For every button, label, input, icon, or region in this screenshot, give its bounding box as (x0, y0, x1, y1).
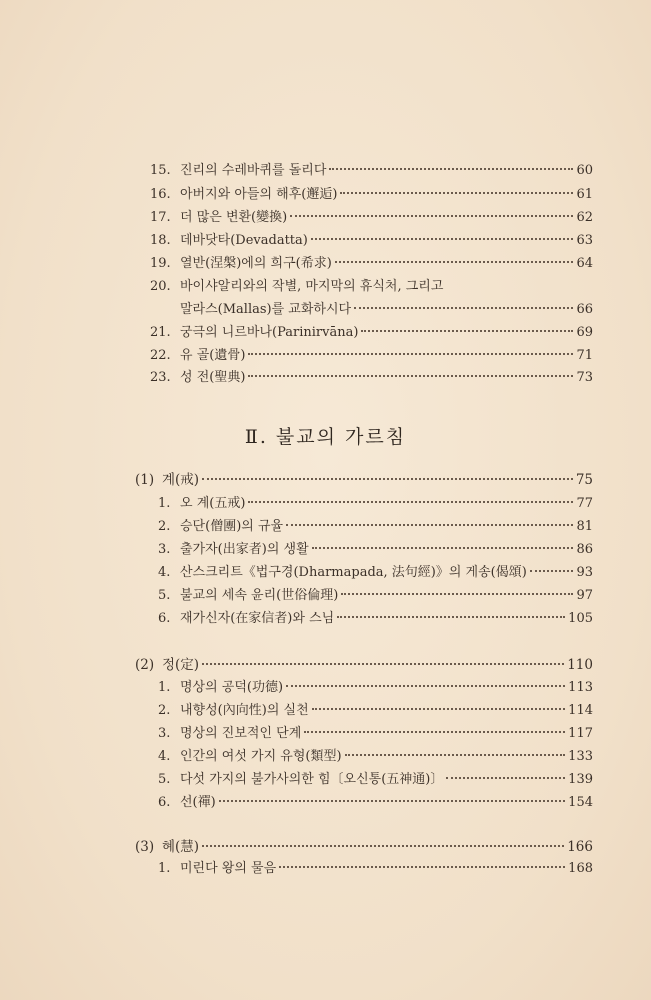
entry-number: 2. (158, 519, 171, 534)
section-number: (3) (135, 839, 155, 855)
entry-page: 60 (576, 163, 593, 178)
section-page: 110 (567, 657, 593, 673)
toc-entry-continuation[interactable] (180, 302, 593, 318)
entry-page: 133 (568, 749, 593, 764)
entry-title-continued: 말라스(Mallas)를 교화하시다 (180, 302, 352, 317)
dot-leader (304, 731, 565, 733)
entry-title: 오 계(五戒) (180, 496, 246, 511)
entry-page: 113 (568, 680, 593, 695)
entry-title: 불교의 세속 윤리(世俗倫理) (180, 588, 339, 603)
dot-leader (248, 375, 573, 377)
entry-title: 더 많은 변환(變換) (180, 210, 288, 225)
toc-entry[interactable] (158, 772, 593, 788)
entry-page: 63 (576, 233, 593, 248)
toc-entry[interactable] (150, 348, 593, 364)
toc-entry[interactable] (150, 279, 593, 295)
entry-title: 내향성(內向性)의 실천 (180, 703, 309, 718)
toc-entry[interactable] (158, 519, 593, 535)
toc-entry[interactable] (158, 680, 593, 696)
toc-section[interactable] (135, 657, 593, 673)
toc-entry[interactable] (158, 496, 593, 512)
dot-leader (311, 238, 574, 240)
toc-entry[interactable] (158, 726, 593, 742)
toc-entry[interactable] (158, 861, 593, 877)
entry-title: 다섯 가지의 불가사의한 힘〔오신통(五神通)〕 (180, 772, 444, 787)
entry-page: 93 (576, 565, 593, 580)
entry-title: 궁극의 니르바나(Parinirvāna) (180, 325, 359, 340)
entry-title: 승단(僧團)의 규율 (180, 519, 284, 534)
entry-title: 유 골(遺骨) (180, 348, 246, 363)
dot-leader (202, 845, 564, 847)
entry-number: 3. (158, 542, 171, 557)
entry-number: 5. (158, 588, 171, 603)
entry-page: 154 (568, 795, 593, 810)
entry-title: 선(禪) (180, 795, 216, 810)
dot-leader (337, 616, 565, 618)
section-page: 75 (575, 472, 593, 488)
dot-leader (286, 524, 573, 526)
entry-number: 18. (150, 233, 171, 248)
entry-number: 4. (158, 749, 171, 764)
entry-number: 17. (150, 210, 171, 225)
dot-leader (290, 215, 573, 217)
entry-title: 명상의 진보적인 단계 (180, 726, 302, 741)
entry-page: 64 (576, 256, 593, 271)
dot-leader (286, 685, 565, 687)
dot-leader (248, 353, 573, 355)
part-heading: Ⅱ. 불교의 가르침 (244, 426, 407, 448)
entry-number: 16. (150, 187, 171, 202)
toc-entry[interactable] (158, 542, 593, 558)
toc-entry[interactable] (158, 795, 593, 811)
dot-leader (248, 501, 573, 503)
entry-title: 인간의 여섯 가지 유형(類型) (180, 749, 342, 764)
entry-title: 명상의 공덕(功德) (180, 680, 284, 695)
entry-number: 20. (150, 279, 171, 294)
entry-number: 1. (158, 861, 171, 876)
entry-page: 86 (576, 542, 593, 557)
toc-entry[interactable] (158, 611, 593, 627)
dot-leader (341, 593, 573, 595)
entry-page: 71 (576, 348, 593, 363)
entry-page: 62 (576, 210, 593, 225)
entry-number: 1. (158, 680, 171, 695)
toc-entry[interactable] (150, 187, 593, 203)
entry-number: 5. (158, 772, 171, 787)
dot-leader (329, 168, 573, 170)
entry-number: 1. (158, 496, 171, 511)
entry-number: 21. (150, 325, 171, 340)
dot-leader (202, 478, 573, 480)
entry-number: 3. (158, 726, 171, 741)
dot-leader (340, 192, 573, 194)
entry-page: 69 (576, 325, 593, 340)
section-number: (1) (135, 472, 155, 488)
dot-leader (219, 800, 565, 802)
entry-title: 진리의 수레바퀴를 돌리다 (180, 163, 327, 178)
section-title: 계(戒) (162, 472, 200, 488)
entry-title: 아버지와 아들의 해후(邂逅) (180, 187, 338, 202)
entry-title: 미린다 왕의 물음 (180, 861, 277, 876)
section-page: 166 (567, 839, 593, 855)
section-number: (2) (135, 657, 155, 673)
dot-leader (361, 330, 573, 332)
dot-leader (202, 663, 564, 665)
entry-page: 114 (568, 703, 593, 718)
entry-page: 66 (576, 302, 593, 317)
entry-title: 재가신자(在家信者)와 스님 (180, 611, 335, 626)
dot-leader (345, 754, 566, 756)
entry-page: 61 (576, 187, 593, 202)
dot-leader (335, 261, 574, 263)
entry-number: 4. (158, 565, 171, 580)
entry-page: 168 (568, 861, 593, 876)
toc-section[interactable] (135, 472, 593, 488)
dot-leader (446, 777, 565, 779)
entry-page: 81 (576, 519, 593, 534)
entry-page: 139 (568, 772, 593, 787)
entry-number: 23. (150, 370, 171, 385)
entry-number: 15. (150, 163, 171, 178)
dot-leader (279, 866, 565, 868)
toc-entry[interactable] (150, 233, 593, 249)
toc-entry[interactable] (150, 256, 593, 272)
toc-entry[interactable] (150, 210, 593, 226)
entry-number: 22. (150, 348, 171, 363)
entry-page: 97 (576, 588, 593, 603)
entry-number: 19. (150, 256, 171, 271)
toc-entry[interactable] (158, 749, 593, 765)
toc-section[interactable] (135, 839, 593, 855)
entry-title: 출가자(出家者)의 생활 (180, 542, 309, 557)
entry-title: 바이샤알리와의 작별, 마지막의 휴식처, 그리고 (180, 279, 444, 294)
section-title: 혜(慧) (162, 839, 200, 855)
toc-entry[interactable] (158, 588, 593, 604)
entry-title: 열반(涅槃)에의 희구(希求) (180, 256, 332, 271)
entry-page: 105 (568, 611, 593, 626)
entry-page: 73 (576, 370, 593, 385)
toc-entry[interactable] (158, 703, 593, 719)
dot-leader (312, 708, 566, 710)
toc-entry[interactable] (150, 325, 593, 341)
entry-number: 6. (158, 795, 171, 810)
section-title: 정(定) (162, 657, 200, 673)
toc-entry[interactable] (150, 370, 593, 386)
dot-leader (530, 570, 574, 572)
entry-page: 77 (576, 496, 593, 511)
toc-entry[interactable] (158, 565, 593, 581)
entry-number: 6. (158, 611, 171, 626)
dot-leader (312, 547, 574, 549)
entry-title: 데바닷타(Devadatta) (180, 233, 308, 248)
entry-title: 산스크리트《법구경(Dharmapada, 法句經)》의 게송(偈頌) (180, 565, 527, 580)
dot-leader (354, 307, 573, 309)
entry-number: 2. (158, 703, 171, 718)
entry-page: 117 (568, 726, 593, 741)
toc-entry[interactable] (150, 163, 593, 179)
entry-title: 성 전(聖典) (180, 370, 246, 385)
